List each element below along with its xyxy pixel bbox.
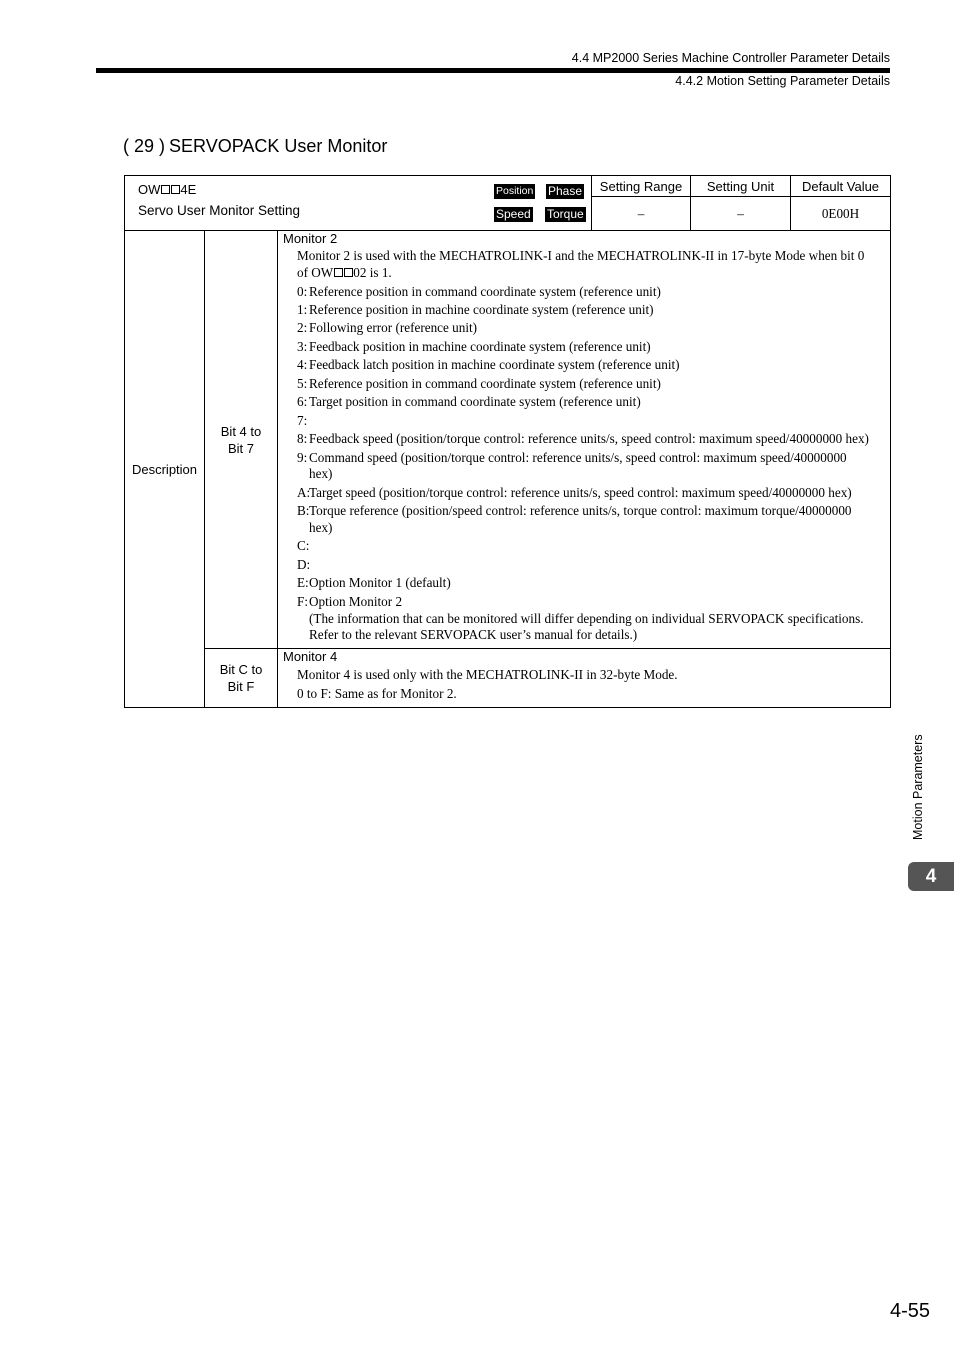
list-item: 8: Feedback speed (position/torque control: reference units/s, speed control: maximum speed/40000000 hex) (297, 431, 869, 446)
list-item: 9: Command speed (position/torque control: reference units/s, speed control: maximum speed/40000000 (297, 450, 847, 465)
tag-phase: Phase (548, 184, 583, 198)
page-number: 4-55 (889, 1300, 930, 1322)
section-title-text: SERVOPACK User Monitor (169, 136, 388, 156)
parameter-name: Servo User Monitor Setting (138, 203, 301, 218)
monitor2-heading: Monitor 2 (283, 231, 338, 246)
bit-range-cell: Bit 4 to Bit 7 (204, 230, 278, 649)
monitor4-line: 0 to F: Same as for Monitor 2. (297, 686, 457, 701)
list-item: E: Option Monitor 1 (default) (297, 575, 451, 590)
value-setting-range: – (591, 196, 691, 231)
list-item: C: (297, 538, 310, 553)
register-cell (124, 175, 592, 231)
monitor2-intro-cont: of OW 02 is 1. (297, 265, 392, 280)
list-item-continuation: hex) (309, 466, 333, 481)
parameter-table (124, 175, 891, 708)
list-item: F: Option Monitor 2 (297, 594, 403, 609)
running-header-section: 4.4 MP2000 Series Machine Controller Parameter Details (571, 51, 890, 65)
chapter-tab: 4 (908, 862, 954, 891)
register-id: OW 4E (138, 182, 197, 197)
placeholder-square-icon (344, 268, 353, 277)
monitor4-description (277, 648, 891, 708)
list-item-continuation: hex) (309, 520, 333, 535)
tag-torque: Torque (547, 207, 584, 221)
note-line: (The information that can be monitored will differ depending on individual SERVOPACK specifications. (309, 611, 864, 626)
value-default: 0E00H (790, 196, 891, 231)
section-number: ( 29 ) (123, 136, 166, 156)
list-item: 6: Target position in command coordinate system (reference unit) (297, 394, 641, 409)
section-title (123, 136, 387, 157)
monitor4-heading: Monitor 4 (283, 649, 338, 664)
running-header-subsection: 4.4.2 Motion Setting Parameter Details (675, 74, 890, 88)
list-item: 4: Feedback latch position in machine coordinate system (reference unit) (297, 357, 680, 372)
note-line: Refer to the relevant SERVOPACK user’s manual for details.) (309, 627, 638, 642)
placeholder-square-icon (161, 185, 170, 194)
description-label: Description (124, 230, 205, 708)
header-setting-range: Setting Range (591, 175, 691, 197)
list-item: 1: Reference position in machine coordinate system (reference unit) (297, 302, 654, 317)
list-item: 3: Feedback position in machine coordinate system (reference unit) (297, 339, 651, 354)
list-item: 2: Following error (reference unit) (297, 320, 478, 335)
tag-position: Position (496, 185, 534, 197)
monitor2-description (277, 230, 891, 649)
list-item: A: Target speed (position/torque control: reference units/s, speed control: maximum speed/40000000 hex) (297, 485, 852, 500)
tag-speed: Speed (496, 207, 531, 221)
list-item: 5: Reference position in command coordinate system (reference unit) (297, 376, 661, 391)
header-rule (96, 68, 890, 73)
header-default-value: Default Value (790, 175, 891, 197)
bit-range-cell: Bit C to Bit F (204, 648, 278, 708)
list-item: 0: Reference position in command coordinate system (reference unit) (297, 284, 661, 299)
monitor4-line: Monitor 4 is used only with the MECHATROLINK-II in 32-byte Mode. (297, 667, 678, 682)
value-setting-unit: – (690, 196, 791, 231)
monitor2-intro: Monitor 2 is used with the MECHATROLINK-I and the MECHATROLINK-II in 17-byte Mode when bit 0 (297, 248, 865, 263)
list-item: 7: (297, 413, 308, 428)
list-item: D: (297, 557, 311, 572)
header-setting-unit: Setting Unit (690, 175, 791, 197)
list-item: B: Torque reference (position/speed control: reference units/s, torque control: maximum torque/40000000 (297, 503, 852, 518)
placeholder-square-icon (334, 268, 343, 277)
